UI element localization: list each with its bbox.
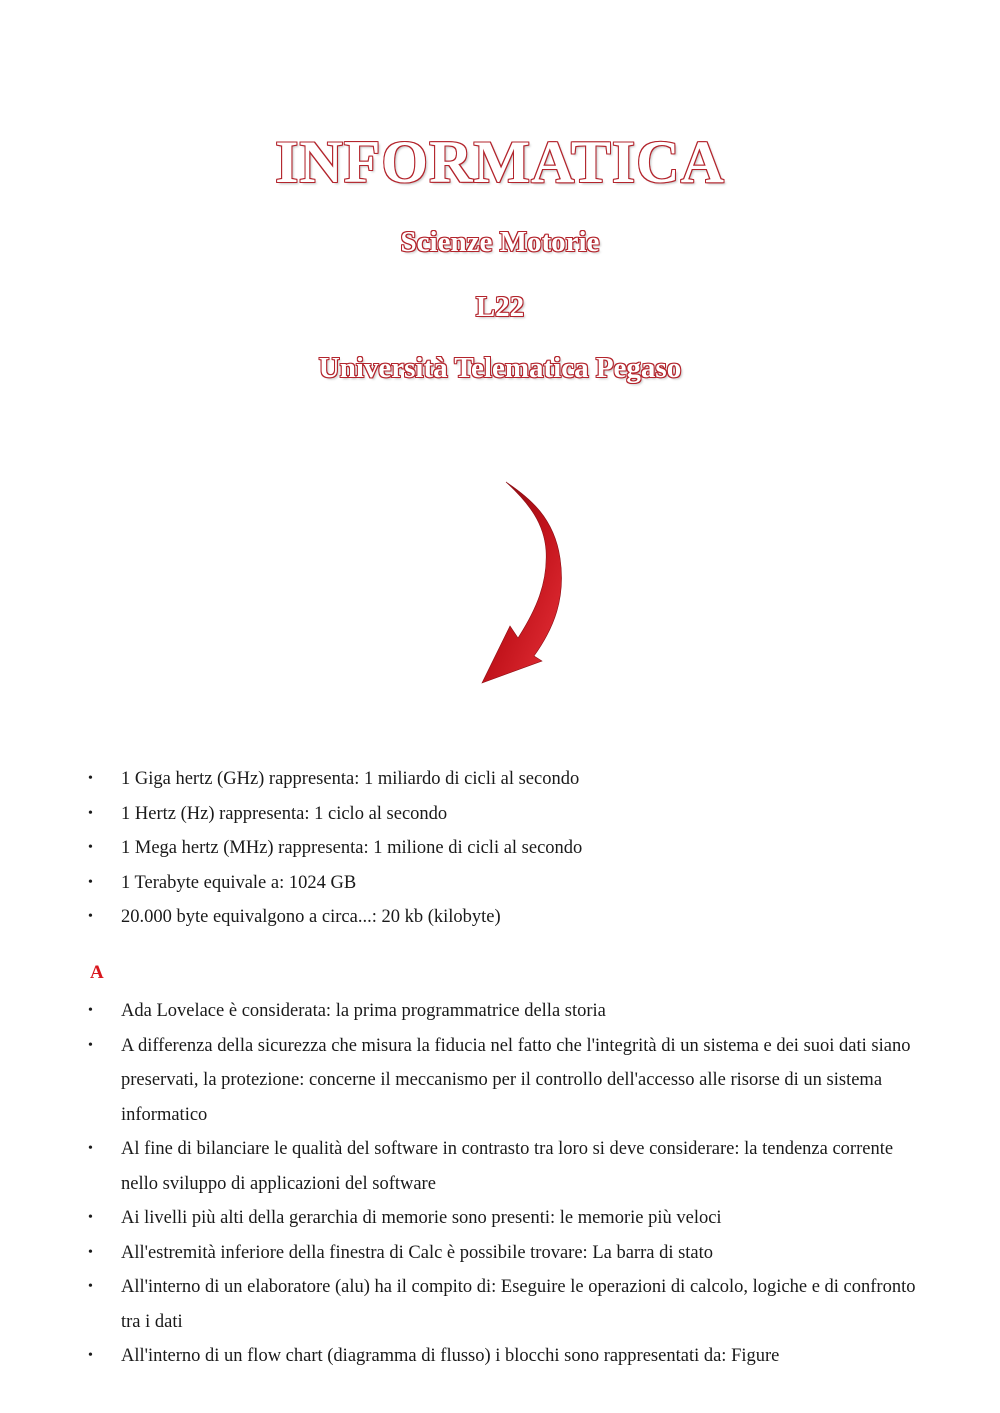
section-a-list	[88, 994, 918, 1374]
list-item: • All'interno di un elaboratore (alu) ha il compito di: Eseguire le operazioni di calcolo, logiche e di confronto tra i dati	[88, 1277, 916, 1332]
university-name: Università Telematica Pegaso	[318, 352, 682, 384]
document-title: INFORMATICA	[275, 129, 725, 195]
list-item: • Ai livelli più alti della gerarchia di memorie sono presenti: le memorie più veloci	[88, 1208, 722, 1228]
list-item: • Al fine di bilanciare le qualità del software in contrasto tra loro si deve considerare: la tendenza corrente nello sviluppo di applicazioni del software	[88, 1139, 894, 1194]
list-item: • All'estremità inferiore della finestra di Calc è possibile trovare: La barra di stato	[88, 1242, 714, 1263]
section-letter-a: A	[90, 962, 104, 983]
list-item: • 1 Giga hertz (GHz) rappresenta: 1 miliardo di cicli al secondo	[88, 769, 580, 789]
course-name: Scienze Motorie	[400, 226, 600, 258]
list-item: • Ada Lovelace è considerata: la prima programmatrice della storia	[88, 1001, 606, 1021]
course-code: L22	[475, 291, 525, 323]
list-item: • 20.000 byte equivalgono a circa...: 20 kb (kilobyte)	[88, 907, 501, 927]
curved-down-arrow-icon	[470, 478, 580, 693]
intro-list	[88, 762, 918, 935]
list-item: • 1 Terabyte equivale a: 1024 GB	[88, 872, 357, 893]
list-item: • 1 Mega hertz (MHz) rappresenta: 1 milione di cicli al secondo	[88, 838, 583, 858]
list-item: • 1 Hertz (Hz) rappresenta: 1 ciclo al secondo	[88, 803, 448, 824]
list-item: • All'interno di un flow chart (diagramma di flusso) i blocchi sono rappresentati da: Figure	[88, 1346, 780, 1366]
list-item: • A differenza della sicurezza che misura la fiducia nel fatto che l'integrità di un sistema e dei suoi dati siano preservati, la protezione: concerne il meccanismo per il controllo dell'accesso alle risorse di un sistema informatico	[88, 1035, 911, 1125]
